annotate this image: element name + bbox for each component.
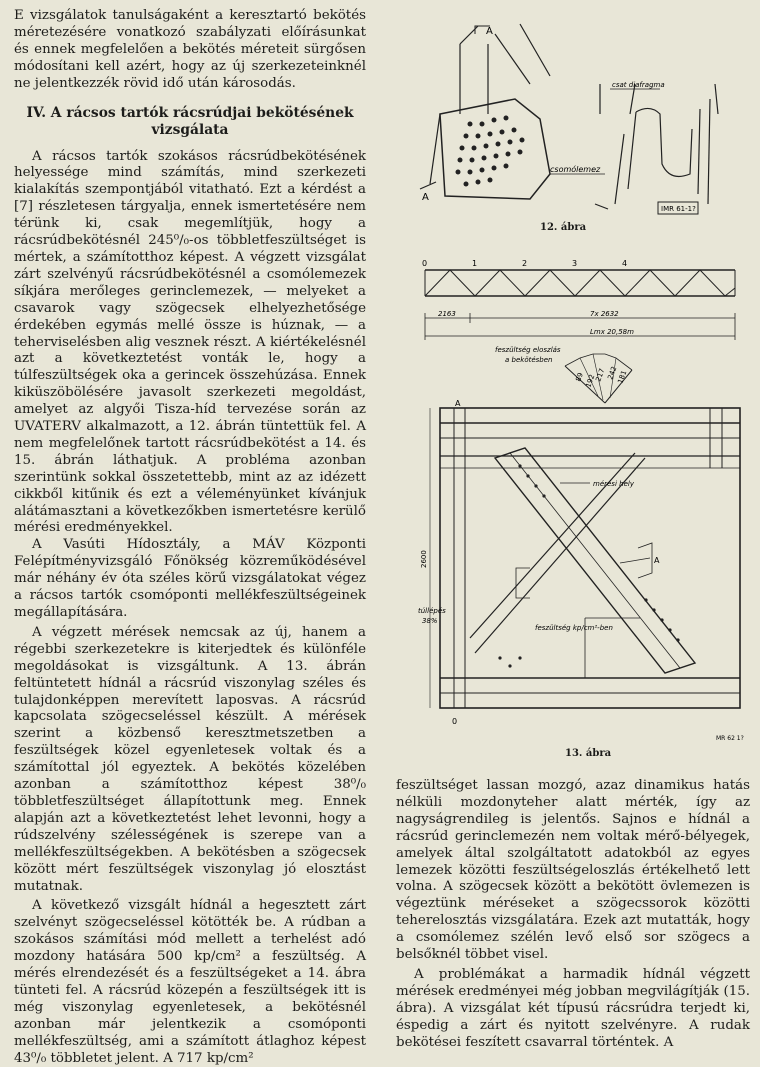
truss-node-3: 3 [572,259,578,268]
right-paragraph-1: feszültséget lassan mozgó, azaz dinamikus hatás nélküli mozdonyteher alatt mérték, így az nagyságrendileg is jelentős. Sajnos e hídnál a rácsrúd gerinclemezén nem voltak mérő-bélyegek, amelyek által szolgáltatott adatokból az egyes lemezek közötti feszültségeloszlás értékelhető lett volna. A szögecsek között a bekötött övlemezen is végeztünk méréseket a szögecssorok közötti teherelosztás vizsgálatára. Ezek azt mutatták, hogy a csomólemez szélén levő első sor szögecs a belsőknél többet visel. [396,778,750,963]
label-feszultseg: feszültség kp/cm²-ben [535,624,613,632]
fig12-label-a-top: A [486,26,493,37]
dist-val-3: 217 [594,367,607,383]
dim-2163: 2163 [438,310,456,318]
label-zero: 0 [452,717,458,726]
dim-total: 7x 2632 [590,310,619,318]
dist-val-4: 242 [606,365,619,381]
fig13-stamp: MR 62 1? [716,735,744,742]
dist-val-2: 192 [584,373,597,389]
fig12-stamp: IMR 61-1? [661,205,696,213]
truss-node-1: 1 [472,259,478,268]
figure-13-caption: 13. ábra [565,748,612,759]
paragraph-1: A rácsos tartók szokásos rácsrúdbekötésének helyessége mind számítás, mind szerkezeti kialakítás szempontjából vitatható. Ezt a kérdést a [7] részletesen tárgyalja, ennek ismertetésére nem térünk ki, csak megemlítjük, hogy a rácsrúdbekötésnél 245⁰/₀-os többletfeszültséget is mértek, a számítotthoz képest. A végzett vizsgálat zárt szelvényű rácsrúdbekötésnél a csomólemezek síkjára merőleges gerinclemezek, — melyeket a csavarok vagy szögecsek elhelyezhetősége érdekében egymás mellé össze is húznak, — a teherviselésben alig vesznek részt. A kiértékelésnél azt a következtetést vonták le, hogy a túlfeszültségek oka a gerincek összehúzása. Ennek kiküszöbölésére javasolt szerkezeti megoldást, amelyet az algyői Tisza-híd tervezése során az UVATERV alkalmazott, a 12. ábrán tüntettük fel. A nem megfelelőnek tartott rácsrúdbekötést a 14. és 15. ábrán láthatjuk. A probléma azonban szerintünk sokkal összetettebb, mint az az idézett cikkből kitűnik és ezt a véleményünket kívánjuk alátámasztani a következőkben ismertetésre kerülő mérési eredményekkel. [14,148,366,536]
paragraph-3: A végzett mérések nemcsak az új, hanem a régebbi szerkezetekre is kiterjedtek és különféle megoldásokat is vizsgáltunk. A 13. ábrán feltüntetett hídnál a rácsrúd viszonylag széles és tulajdonképpen merevített laposvas. A rácsrúd kapcsolata szögecseléssel készült. A mérések szerint a közbenső keresztmetszetben a feszültségek közel egyenletesek voltak és a számítottal jól egyeztek. A bekötés közelében azonban a számítotthoz képest 38⁰/₀ többletfeszültséget állapítottunk meg. Ennek alapján azt a következtetést lehet levonni, hogy a rúdszelvény szélességének is szerepe van a mellékfeszültségekben. A bekötésben a szögecsek között mért feszültségek viszonylag jó elosztást mutatnak. [14,624,366,894]
figure-13-drawing [410,258,756,744]
fig12-label-a-bottom: A [422,192,429,203]
section-heading [14,105,366,139]
label-distribution: feszültség eloszlás [495,346,561,354]
right-paragraph-2: A problémákat a harmadik hídnál végzett mérések eredményei még jobban megvilágítják (15. ábra). A vizsgálat két típusú rácsrúdra terjedt ki, éspedig a zárt és nyitott szelvényre. A rudak bekötései feszített csavarral történtek. A [396,966,750,1050]
label-section-a2: A [455,399,461,408]
paragraph-4: A következő vizsgált hídnál a hegesztett zárt szelvényt szögecseléssel kötötték be. A rúdban a szokásos számítási mód mellett a terhelést adó mozdony hatására 500 kp/cm² a feszültség. A mérés elrendezését és a feszültségeket a 14. ábra tünteti fel. A rácsrúd közepén a feszültségek itt is még viszonylag egyenletesek, a bekötésnél azonban már jelentkezik a csomóponti mellékfeszültség, ami a számított átlaghoz képest 43⁰/₀ többletet jelent. A 717 kp/cm² [14,898,366,1066]
truss-node-4: 4 [622,259,628,268]
right-text-column [396,778,750,1052]
label-meresi-hely: mérési hely [593,480,634,488]
paragraph-intro: E vizsgálatok tanulságaként a keresztartó bekötés méretezésére vonatkozó szabályzati előírásunkat és ennek megfelelően a bekötés méreteit sürgősen módosítani kell azért, hogy az új szerkezeteinknél ne jelentkezzék rövid idő után károsodás. [14,8,366,91]
label-tullepes-value: 38% [422,617,438,625]
fig12-label-csat: csat diafragma [612,81,665,89]
left-text-column [14,8,366,1067]
paragraph-2: A Vasúti Hídosztály, a MÁV Központi Felépítményvizsgáló Főnökség közreműködésével már néhány év óta széles körű vizsgálatokat végez a rácsos tartók csomóponti mellékfeszültségeinek megállapítására. [14,537,366,620]
heading-line-1: IV. A rácsos tartók rácsrúdjai bekötésének [26,104,354,121]
label-bekotes: a bekötésben [505,356,553,364]
truss-node-2: 2 [522,259,528,268]
label-tullepes: túllépés [418,607,446,615]
label-height: 2600 [420,550,428,568]
dist-val-5: 181 [616,369,629,385]
label-section-a: A [654,556,660,565]
figure-12-caption: 12. ábra [540,222,587,233]
figure-12-drawing [400,14,756,224]
truss-node-0: 0 [422,259,428,268]
dim-span: Lmx 20,58m [590,328,634,336]
heading-line-2: vizsgálata [151,121,229,138]
dist-val-1: 89 [574,371,585,383]
fig12-label-csomolemez: csomólemez [550,165,601,174]
